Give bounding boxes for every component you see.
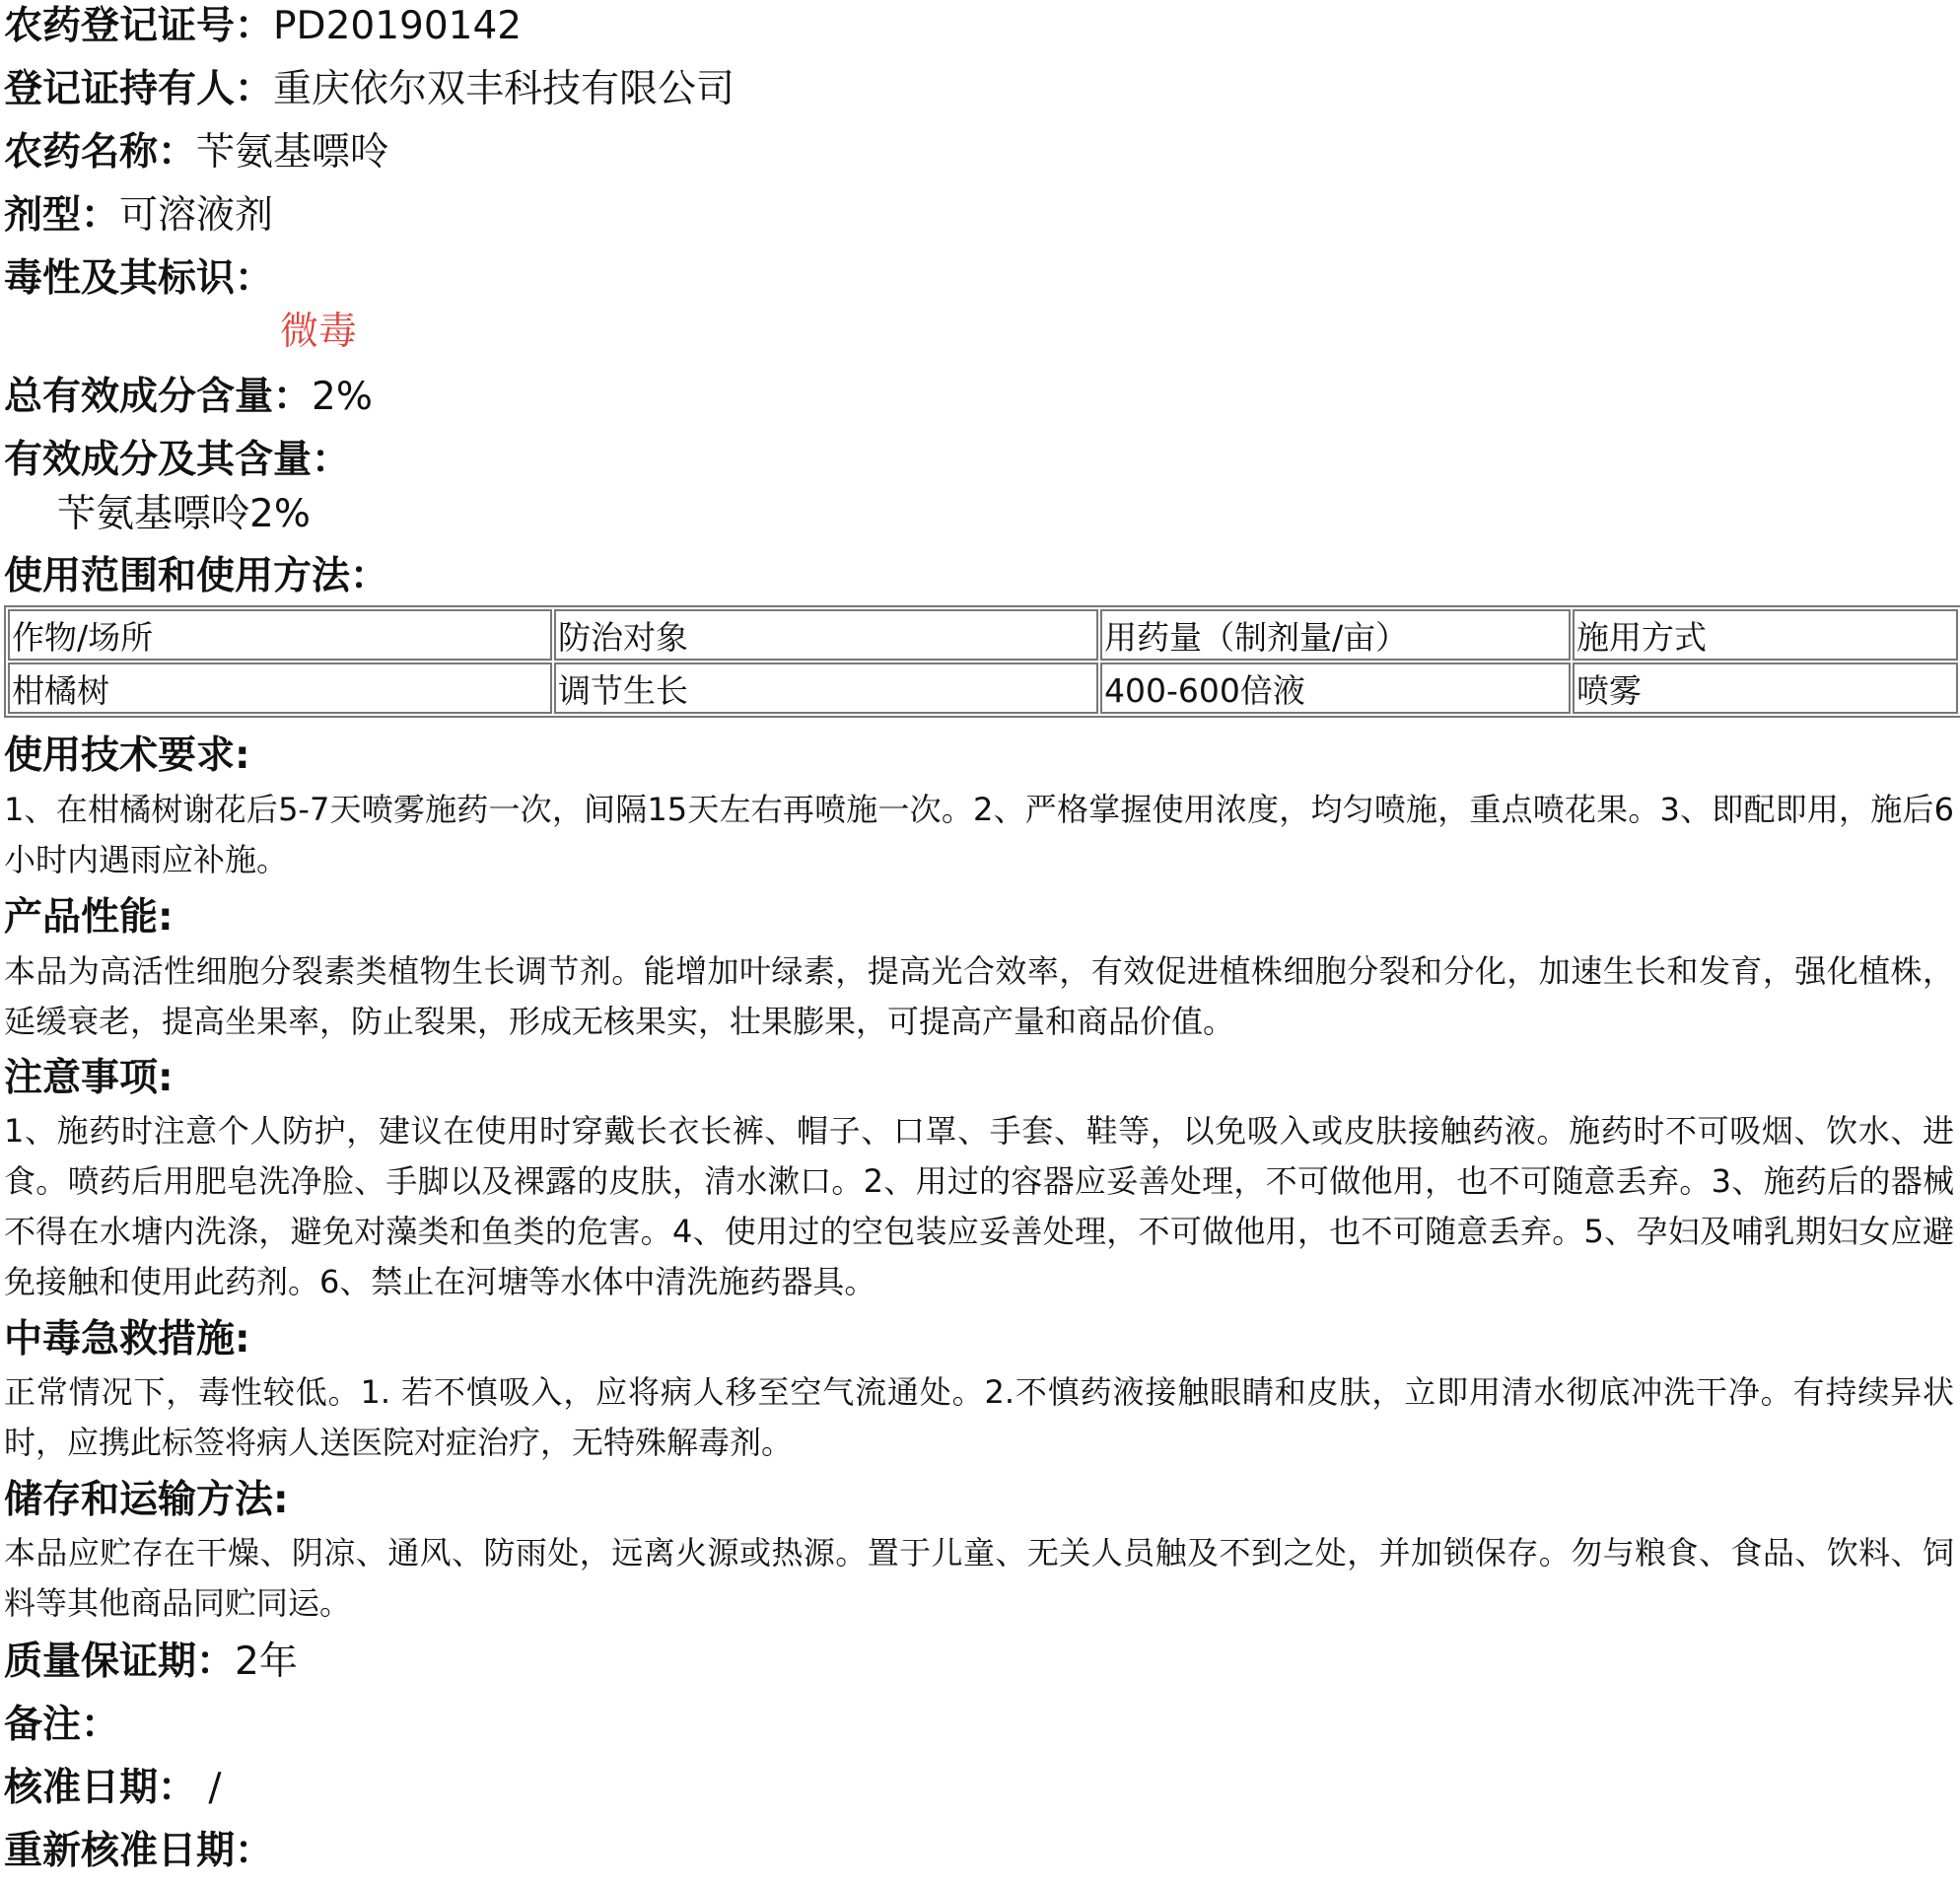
cell-target: 调节生长 xyxy=(554,663,1098,714)
performance-heading-row xyxy=(4,893,174,942)
approval-date-row xyxy=(4,1764,222,1813)
formulation-row xyxy=(4,191,273,241)
cell-crop: 柑橘树 xyxy=(8,663,552,714)
registration-number-value: PD20190142 xyxy=(273,4,523,48)
ingredients-value: 苄氨基嘌呤2% xyxy=(57,492,311,536)
technique-text: 1、在柑橘树谢花后5-7天喷雾施药一次，间隔15天左右再喷施一次。2、严格掌握使用浓度，均匀喷施，重点喷花果。3、即配即用，施后6小时内遇雨应补施。 xyxy=(4,791,1954,878)
storage-heading-row xyxy=(4,1476,289,1525)
holder-value: 重庆依尔双丰科技有限公司 xyxy=(273,67,735,111)
total-content-row xyxy=(4,373,373,422)
remarks-label: 备注： xyxy=(4,1703,120,1747)
performance-heading: 产品性能: xyxy=(4,895,174,940)
usage-heading-row xyxy=(4,552,388,601)
ingredients-row xyxy=(4,436,350,485)
usage-heading: 使用范围和使用方法： xyxy=(4,554,389,598)
approval-date-label: 核准日期： xyxy=(4,1766,197,1810)
usage-table-header-row xyxy=(8,609,1958,661)
formulation-label: 剂型： xyxy=(4,193,120,238)
pesticide-name-row xyxy=(4,128,388,177)
column-header-dosage: 用药量（制剂量/亩） xyxy=(1100,609,1571,661)
first-aid-text: 正常情况下，毒性较低。1. 若不慎吸入，应将病人移至空气流通处。2.不慎药液接触眼睛和皮肤，立即用清水彻底冲洗干净。有持续异状时，应携此标签将病人送医院对症治疗，无特殊解毒剂。 xyxy=(4,1373,1954,1461)
technique-heading-row xyxy=(4,732,250,781)
reapproval-date-label: 重新核准日期： xyxy=(4,1829,274,1873)
first-aid-heading-row xyxy=(4,1315,250,1364)
holder-row xyxy=(4,65,735,114)
precautions-heading-row xyxy=(4,1054,174,1103)
shelf-life-value: 2年 xyxy=(235,1640,298,1684)
first-aid-heading: 中毒急救措施: xyxy=(4,1317,250,1361)
reapproval-date-row xyxy=(4,1827,273,1876)
precautions-text: 1、施药时注意个人防护，建议在使用时穿戴长衣长裤、帽子、口罩、手套、鞋等，以免吸入或皮肤接触药液。施药时不可吸烟、饮水、进食。喷药后用肥皂洗净脸、手脚以及裸露的皮肤，清水漱口。2、用过的容器应妥善处理，不可做他用，也不可随意丢弃。3、施药后的器械不得在水塘内洗涤，避免对藻类和鱼类的危害。4、使用过的空包装应妥善处理，不可做他用，也不可随意丢弃。5、孕妇及哺乳期妇女应避免接触和使用此药剂。6、禁止在河塘等水体中清洗施药器具。 xyxy=(4,1112,1954,1300)
total-content-value: 2% xyxy=(312,375,373,419)
technique-heading: 使用技术要求: xyxy=(4,733,250,778)
pesticide-name-label: 农药名称： xyxy=(4,130,197,175)
column-header-method: 施用方式 xyxy=(1573,609,1958,661)
table-row xyxy=(8,663,1958,714)
precautions-heading: 注意事项: xyxy=(4,1056,174,1100)
remarks-row xyxy=(4,1701,119,1750)
cell-dosage: 400-600倍液 xyxy=(1100,663,1571,714)
shelf-life-row xyxy=(4,1638,298,1687)
registration-number-row xyxy=(4,2,522,51)
formulation-value: 可溶液剂 xyxy=(119,193,274,238)
holder-label: 登记证持有人： xyxy=(4,67,274,111)
shelf-life-label: 质量保证期： xyxy=(4,1640,236,1684)
approval-date-value: / xyxy=(196,1766,222,1810)
toxicity-mark: 微毒 xyxy=(280,310,358,354)
storage-heading: 储存和运输方法: xyxy=(4,1478,289,1522)
performance-text: 本品为高活性细胞分裂素类植物生长调节剂。能增加叶绿素，提高光合效率，有效促进植株细胞分裂和分化，加速生长和发育，强化植株，延缓衰老，提高坐果率，防止裂果，形成无核果实，壮果膨果，可提高产量和商品价值。 xyxy=(4,952,1954,1040)
pesticide-name-value: 苄氨基嘌呤 xyxy=(196,130,389,175)
column-header-crop: 作物/场所 xyxy=(8,609,552,661)
toxicity-row xyxy=(4,254,273,304)
cell-method: 喷雾 xyxy=(1573,663,1958,714)
storage-text: 本品应贮存在干燥、阴凉、通风、防雨处，远离火源或热源。置于儿童、无关人员触及不到之处，并加锁保存。勿与粮食、食品、饮料、饲料等其他商品同贮同运。 xyxy=(4,1534,1954,1622)
total-content-label: 总有效成分含量： xyxy=(4,375,313,419)
registration-number-label: 农药登记证号： xyxy=(4,4,274,48)
column-header-target: 防治对象 xyxy=(554,609,1098,661)
usage-table xyxy=(4,605,1960,718)
ingredients-label: 有效成分及其含量： xyxy=(4,438,351,482)
toxicity-label: 毒性及其标识： xyxy=(4,256,274,301)
